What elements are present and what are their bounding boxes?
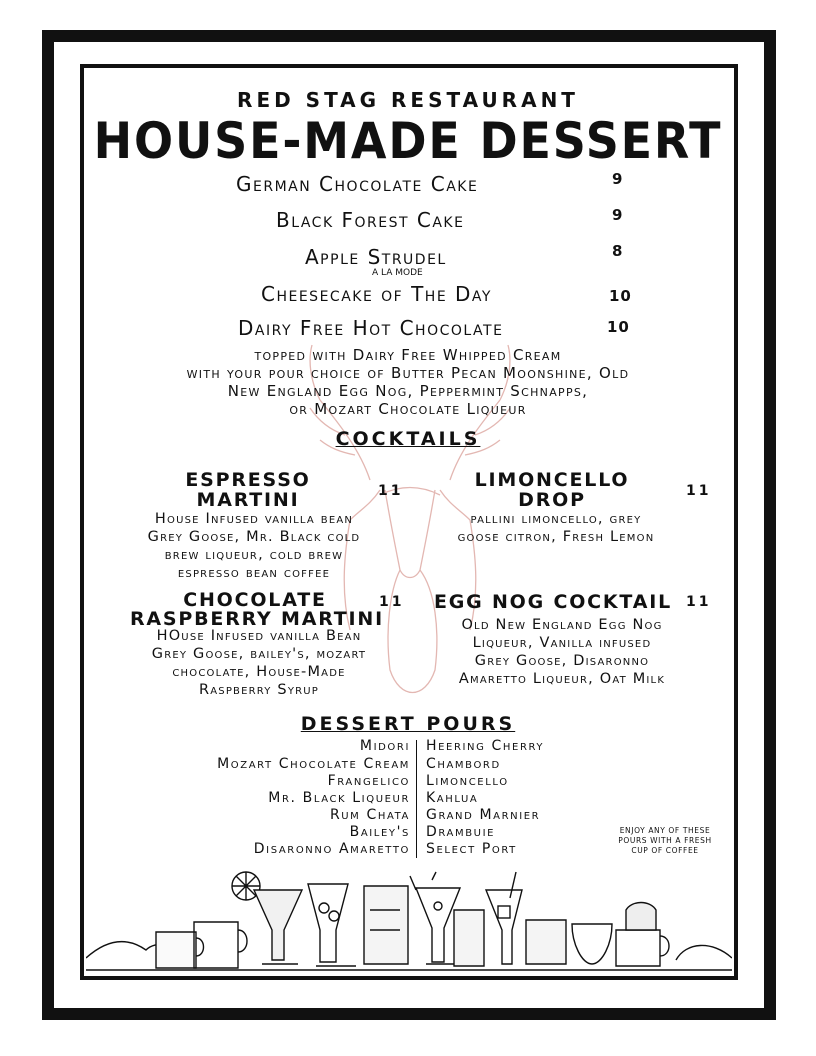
pour-item: Disaronno Amaretto bbox=[253, 841, 410, 857]
cocktail-desc-line: Grey Goose, bailey's, mozart bbox=[151, 646, 367, 662]
pour-item: Mozart Chocolate Cream bbox=[217, 756, 410, 772]
dessert-name: Black Forest Cake bbox=[276, 208, 465, 232]
dessert-price: 10 bbox=[607, 318, 630, 336]
pour-item: Grand Marnier bbox=[426, 807, 541, 823]
cocktail-desc-line: HOuse Infused vanilla Bean bbox=[156, 628, 362, 644]
coffee-note-line: ENJOY ANY OF THESE bbox=[619, 826, 711, 835]
cocktail-price: 11 bbox=[686, 483, 712, 499]
cocktail-desc-line: Grey Goose, Mr. Black cold bbox=[147, 529, 361, 545]
cocktail-desc-line: Grey Goose, Disaronno bbox=[474, 653, 650, 669]
cocktails-heading: COCKTAILS bbox=[335, 428, 481, 450]
dessert-name: German Chocolate Cake bbox=[236, 172, 479, 196]
dessert-price: 8 bbox=[612, 242, 624, 260]
cocktail-desc-line: espresso bean coffee bbox=[177, 565, 331, 581]
cocktail-name-line: CHOCOLATE bbox=[183, 589, 327, 611]
cocktail-desc-line: brew liqueur, cold brew bbox=[164, 547, 344, 563]
cocktail-price: 11 bbox=[379, 594, 405, 610]
hot-chocolate-desc-line: or Mozart Chocolate Liqueur bbox=[289, 400, 527, 418]
cocktail-desc-line: Old New England Egg Nog bbox=[461, 617, 663, 633]
cocktail-name-line: EGG NOG COCKTAIL bbox=[434, 591, 672, 613]
hot-chocolate-desc-line: New England Egg Nog, Peppermint Schnapps, bbox=[227, 382, 589, 400]
dessert-price: 10 bbox=[609, 287, 632, 305]
dessert-note: A LA MODE bbox=[372, 268, 423, 278]
glassware-illustration-icon bbox=[86, 870, 732, 974]
cocktail-price: 11 bbox=[686, 594, 712, 610]
coffee-note-line: POURS WITH A FRESH bbox=[618, 836, 712, 845]
dessert-price: 9 bbox=[612, 206, 624, 224]
pours-divider bbox=[416, 740, 417, 858]
pour-item: Kahlua bbox=[426, 790, 479, 806]
dessert-name: Dairy Free Hot Chocolate bbox=[238, 316, 504, 340]
dessert-name: Cheesecake of The Day bbox=[261, 282, 492, 306]
cocktail-desc-line: Raspberry Syrup bbox=[198, 682, 320, 698]
cocktail-name-line: RASPBERRY MARTINI bbox=[130, 608, 384, 630]
cocktail-desc-line: House Infused vanilla bean bbox=[154, 511, 354, 527]
cocktail-price: 11 bbox=[378, 483, 404, 499]
dessert-pours-heading: DESSERT POURS bbox=[300, 713, 516, 735]
cocktail-name-line: ESPRESSO bbox=[185, 469, 311, 491]
pour-item: Limoncello bbox=[426, 773, 509, 789]
pour-item: Drambuie bbox=[426, 824, 496, 840]
pour-item: Rum Chata bbox=[329, 807, 410, 823]
menu-title: HOUSE-MADE DESSERT bbox=[93, 112, 723, 170]
cocktail-desc-line: Liqueur, Vanilla infused bbox=[472, 635, 652, 651]
cocktail-name-line: MARTINI bbox=[196, 489, 300, 511]
pour-item: Chambord bbox=[426, 756, 501, 772]
pour-item: Mr. Black Liqueur bbox=[268, 790, 410, 806]
cocktail-desc-line: chocolate, House-Made bbox=[172, 664, 346, 680]
cocktail-desc-line: goose citron, Fresh Lemon bbox=[457, 529, 655, 545]
dessert-price: 9 bbox=[612, 170, 624, 188]
cocktail-desc-line: Amaretto Liqueur, Oat Milk bbox=[458, 671, 666, 687]
cocktail-name-line: DROP bbox=[518, 489, 586, 511]
cocktail-desc-line: pallini limoncello, grey bbox=[470, 511, 642, 527]
pour-item: Bailey's bbox=[349, 824, 410, 840]
cocktail-name-line: LIMONCELLO bbox=[474, 469, 630, 491]
pour-item: Midori bbox=[359, 738, 410, 754]
pour-item: Heering Cherry bbox=[426, 738, 545, 754]
hot-chocolate-desc-line: with your pour choice of Butter Pecan Moonshine, Old bbox=[186, 364, 630, 382]
restaurant-name: RED STAG RESTAURANT bbox=[237, 88, 579, 112]
dessert-name: Apple Strudel bbox=[305, 245, 447, 269]
pour-item: Select Port bbox=[426, 841, 517, 857]
coffee-note-line: CUP OF COFFEE bbox=[631, 846, 699, 855]
pour-item: Frangelico bbox=[327, 773, 410, 789]
hot-chocolate-desc-line: topped with Dairy Free Whipped Cream bbox=[254, 346, 562, 364]
